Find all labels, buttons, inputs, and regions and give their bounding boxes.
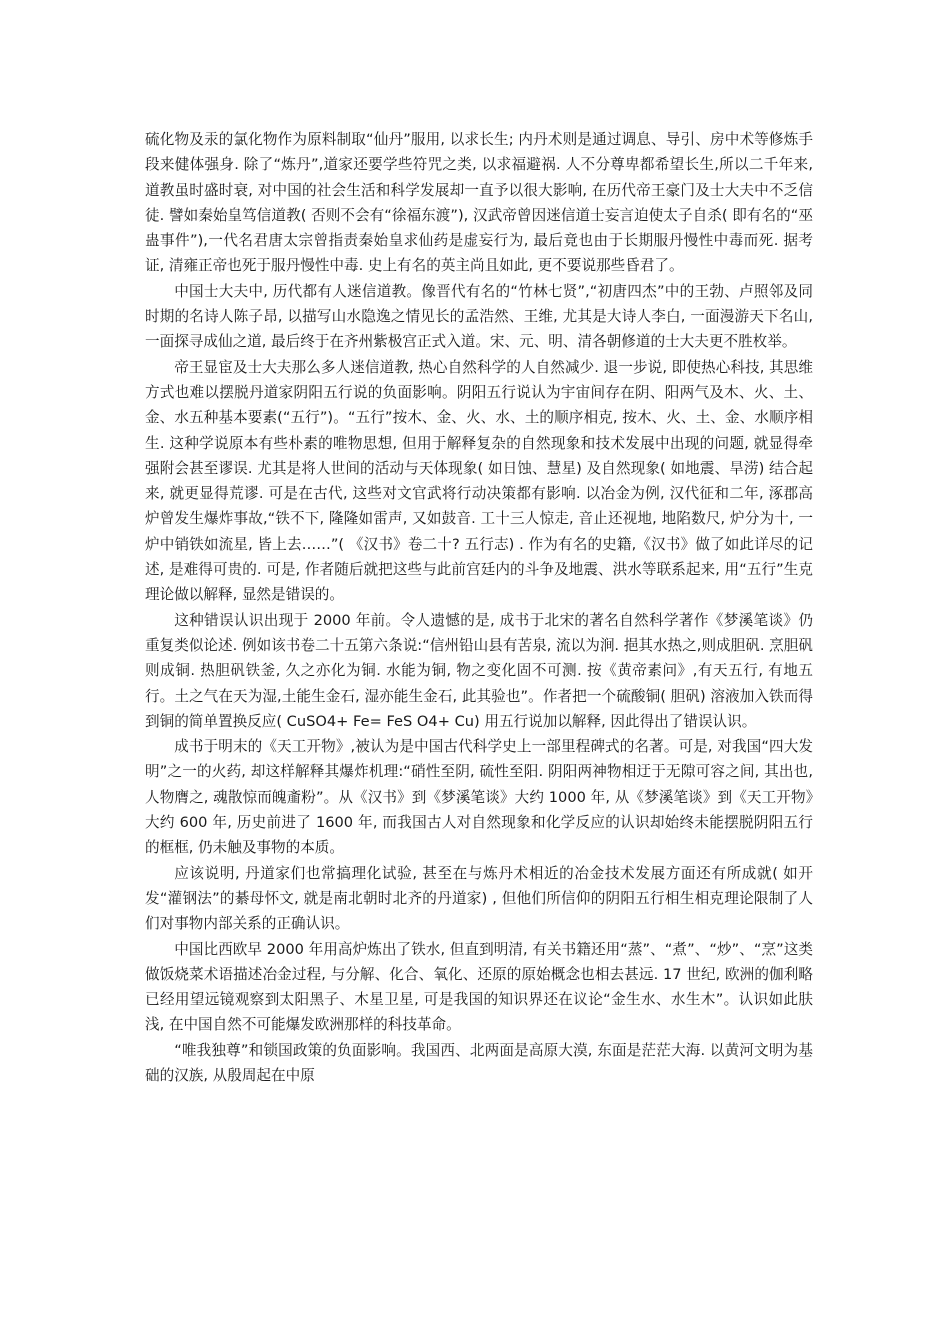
paragraph-scholar-officials: 中国士大夫中, 历代都有人迷信道教。像晋代有名的“竹林七贤”,“初唐四杰”中的王勃、卢照邻及同时期的名诗人陈子昂, 以描写山水隐逸之情见长的孟浩然、王维, 尤其是大诗人李白, 一面漫游天下名山, 一面探寻成仙之道, 最后终于在齐州紫极宫正式入道。宋、元、明、清各朝修道的士大夫更不胜枚举。 xyxy=(145,282,813,351)
paragraph-blast-furnace: 中国比西欧早 2000 年用高炉炼出了铁水, 但直到明清, 有关书籍还用“蒸”、“煮”、“炒”、“烹”这类做饭烧菜术语描述冶金过程, 与分解、化合、氧化、还原的原始概念也相去甚远. 17 世纪, 欧洲的伽利略已经用望远镜观察到太阳黑子、木星卫星, 可是我国的知识界还在议论“金生水、水生木”。认识如此肤浅, 在中国自然不可能爆发欧洲那样的科技革命。 xyxy=(145,940,813,1034)
document-page xyxy=(145,127,813,1088)
paragraph-alchemists-experiments: 应该说明, 丹道家们也常搞理化试验, 甚至在与炼丹术相近的冶金技术发展方面还有所成就( 如开发“灌钢法”的綦母怀文, 就是南北朝时北齐的丹道家) , 但他们所信仰的阴阳五行相生相克理论限制了人们对事物内部关系的正确认识。 xyxy=(145,864,813,933)
paragraph-isolationism: “唯我独尊”和锁国政策的负面影响。我国西、北两面是高原大漠, 东面是茫茫大海. 以黄河文明为基础的汉族, 从殷周起在中原 xyxy=(145,1041,813,1084)
paragraph-yin-yang-five-elements: 帝王显宦及士大夫那么多人迷信道教, 热心自然科学的人自然减少. 退一步说, 即使热心科技, 其思维方式也难以摆脱丹道家阴阳五行说的负面影响。阴阳五行说认为宇宙间存在阴、阳两气及木、火、土、金、水五种基本要素(“五行”)。“五行”按木、金、火、水、土的顺序相克, 按木、火、土、金、水顺序相生. 这种学说原本有些朴素的唯物思想, 但用于解释复杂的自然现象和技术发展中出现的问题, 就显得牵强附会甚至谬误. 尤其是将人世间的活动与天体现象( 如日蚀、慧星) 及自然现象( 如地震、旱涝) 结合起来, 就更显得荒谬. 可是在古代, 这些对文官武将行动决策都有影响. 以冶金为例, 汉代征和二年, 涿郡高炉曾发生爆炸事故,“铁不下, 隆隆如雷声, 又如鼓音. 工十三人惊走, 音止还视地, 地陷数尺, 炉分为十, 一炉中销铁如流星, 皆上去……”( 《汉书》卷二十? 五行志) . 作为有名的史籍,《汉书》做了如此详尽的记述, 是难得可贵的. 可是, 作者随后就把这些与此前宫廷内的斗争及地震、洪水等联系起来, 用“五行”生克理论做以解释, 显然是错误的。 xyxy=(145,358,813,604)
paragraph-tiangong-kaiwu: 成书于明末的《天工开物》,被认为是中国古代科学史上一部里程碑式的名著。可是, 对我国“四大发明”之一的火药, 却这样解释其爆炸机理:“硝性至阴, 硫性至阳. 阴阳两神物相迂于无隙可容之间, 其出也, 人物膺之, 魂散惊而魄齑粉”。从《汉书》到《梦溪笔谈》大约 1000 年, 从《梦溪笔谈》到《天工开物》大约 600 年, 历史前进了 1600 年, 而我国古人对自然现象和化学反应的认识却始终未能摆脱阴阳五行的框框, 仍未触及事物的本质。 xyxy=(145,738,813,857)
paragraph-alchemy-and-emperors: 硫化物及汞的氯化物作为原料制取“仙丹”服用, 以求长生; 内丹术则是通过调息、导引、房中术等修炼手段来健体强身. 除了“炼丹”,道家还要学些符咒之类, 以求福避祸. 人不分尊卑都希望长生,所以二千年来, 道教虽时盛时衰, 对中国的社会生活和科学发展却一直予以很大影响, 在历代帝王豪门及士大夫中不乏信徒. 譬如秦始皇笃信道教( 否则不会有“徐福东渡”), 汉武帝曾因迷信道士妄言迫使太子自杀( 即有名的“巫蛊事件”),一代名君唐太宗曾指责秦始皇求仙药是虚妄行为, 最后竟也由于长期服丹慢性中毒而死. 据考证, 清雍正帝也死于服丹慢性中毒. 史上有名的英主尚且如此, 更不要说那些昏君了。 xyxy=(145,131,813,275)
paragraph-mengxi-bitan: 这种错误认识出现于 2000 年前。令人遗憾的是, 成书于北宋的著名自然科学著作《梦溪笔谈》仍重复类似论述. 例如该书卷二十五第六条说:“信州铅山县有苦泉, 流以为涧. 挹其水热之,则成胆矾. 烹胆矾则成铜. 热胆矾铁釜, 久之亦化为铜. 水能为铜, 物之变化固不可测. 按《黄帝素问》,有天五行, 有地五行。土之气在天为湿,土能生金石, 湿亦能生金石, 此其验也”。作者把一个硫酸铜( 胆矾) 溶液加入铁而得到铜的简单置换反应( CuSO4+ Fe= FeS O4+ Cu) 用五行说加以解释, 因此得出了错误认识。 xyxy=(145,611,813,730)
